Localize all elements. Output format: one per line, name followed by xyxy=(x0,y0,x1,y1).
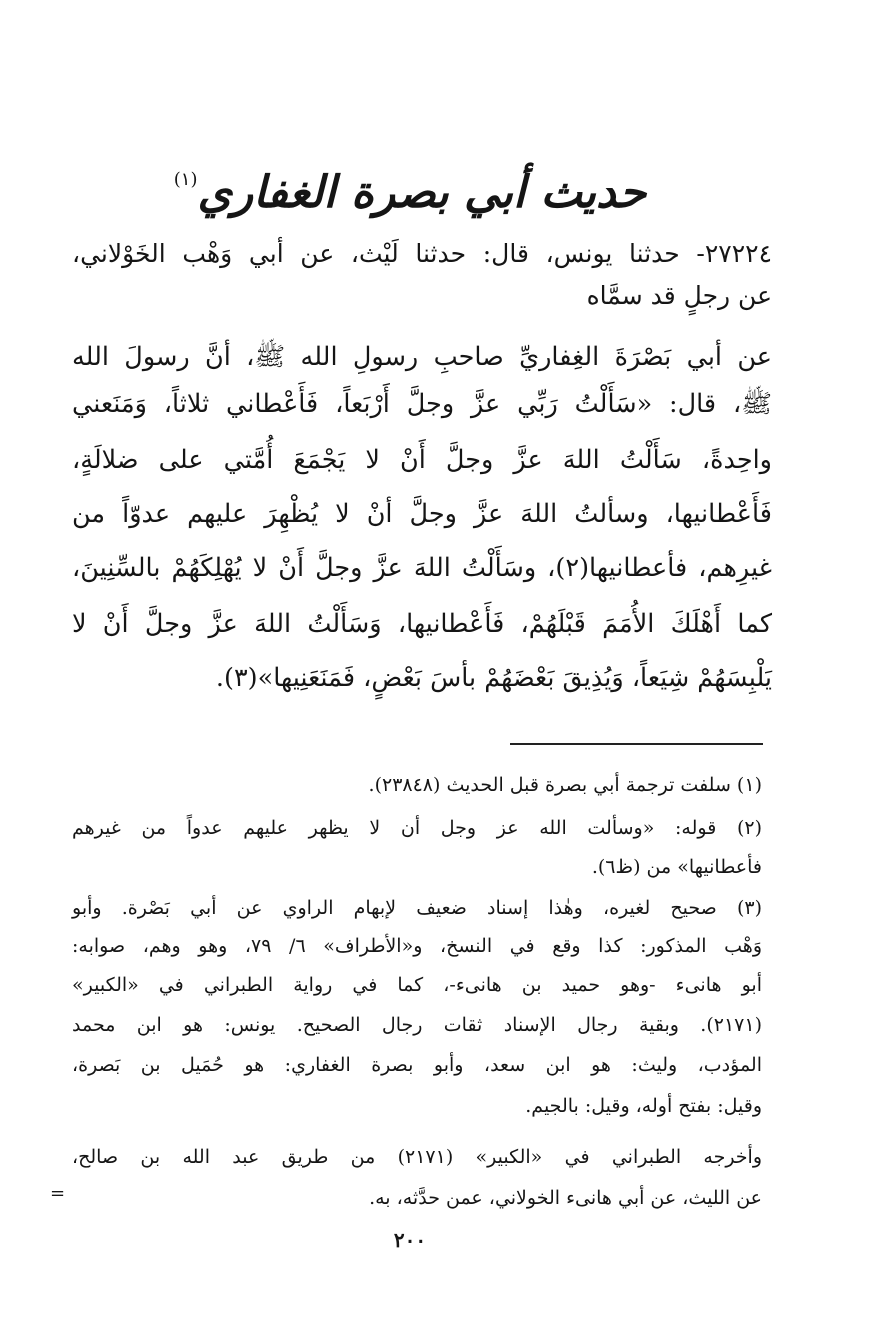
hadith-line: ٢٧٢٢٤- حدثنا يونس، قال: حدثنا لَيْث، عن أبي وَهْب الخَوْلاني، xyxy=(72,239,772,268)
hadith-line: عن رجلٍ قد سمَّاه xyxy=(586,281,772,310)
footnote-line: المؤدب، وليث: هو ابن سعد، وأبو بصرة الغفاري: هو حُمَيل بن بَصرة، xyxy=(72,1054,762,1076)
matn-line: يَلْبِسَهُمْ شِيَعاً، وَيُذِيقَ بَعْضَهُمْ بأسَ بَعْضٍ، فَمَنَعَنِيها»(٣). xyxy=(215,663,772,693)
footnote-line: عن الليث، عن أبي هانىء الخولاني، عمن حدَّثه، به. xyxy=(369,1187,762,1209)
footnote-line: (١) سلفت ترجمة أبي بصرة قبل الحديث (٢٣٨٤٨). xyxy=(368,774,762,796)
footnote-line: وَهْب المذكور: كذا وقع في النسخ، و«الأطراف» ٦/ ٧٩، وهو وهم، صوابه: xyxy=(72,935,762,957)
footnote-line: (٢) قوله: «وسألت الله عز وجل أن لا يظهر عليهم عدواً من غيرهم xyxy=(72,817,762,839)
page-title xyxy=(60,148,760,225)
title-footnote-marker: (١) xyxy=(173,169,198,190)
matn-line: واحِدةً، سَأَلْتُ اللهَ عزَّ وجلَّ أَنْ لا يَجْمَعَ أُمَّتي على ضلالَةٍ، xyxy=(72,445,772,475)
matn-line: فَأَعْطانيها، وسألتُ اللهَ عزَّ وجلَّ أنْ لا يُظْهِرَ عليهم عدوّاً من xyxy=(72,499,772,529)
footnote-divider xyxy=(510,743,763,745)
footnote-line: أبو هانىء -وهو حميد بن هانىء-، كما في رواية الطبراني في «الكبير» xyxy=(72,974,762,996)
footnote-line: وأخرجه الطبراني في «الكبير» (٢١٧١) من طريق عبد الله بن صالح، xyxy=(72,1146,763,1168)
footnote-line: فأعطانيها» من (ظ٦). xyxy=(591,856,762,878)
continuation-mark: = xyxy=(50,1183,66,1204)
footnote-line: (٣) صحيح لغيره، وهٰذا إسناد ضعيف لإبهام الراوي عن أبي بَصْرة. وأبو xyxy=(72,897,762,919)
footnote-line: وقيل: بفتح أوله، وقيل: بالجيم. xyxy=(525,1095,762,1117)
matn-line: غيرِهم، فأعطانيها(٢)، وسَأَلْتُ اللهَ عزَّ وجلَّ أَنْ لا يُهْلِكَهُمْ بالسِّنِينَ، xyxy=(72,553,773,583)
matn-line: عن أبي بَصْرَةَ الغِفاريِّ صاحبِ رسولِ الله ﷺ، أنَّ رسولَ الله xyxy=(72,342,772,372)
page-number: ٢٠٠ xyxy=(393,1228,427,1252)
matn-line: كما أَهْلَكَ الأُمَمَ قَبْلَهُمْ، فَأَعْطانيها، وَسَأَلْتُ اللهَ عزَّ وجلَّ أَنْ لا xyxy=(72,609,772,639)
footnote-line: (٢١٧١). وبقية رجال الإسناد ثقات رجال الصحيح. يونس: هو ابن محمد xyxy=(72,1014,762,1036)
title-text: حديث أبي بصرة الغفاري xyxy=(197,167,647,218)
matn-line: ﷺ، قال: «سَأَلْتُ رَبِّي عزَّ وجلَّ أَرْبَعاً، فَأَعْطاني ثلاثاً، وَمَنَعني xyxy=(72,389,772,419)
